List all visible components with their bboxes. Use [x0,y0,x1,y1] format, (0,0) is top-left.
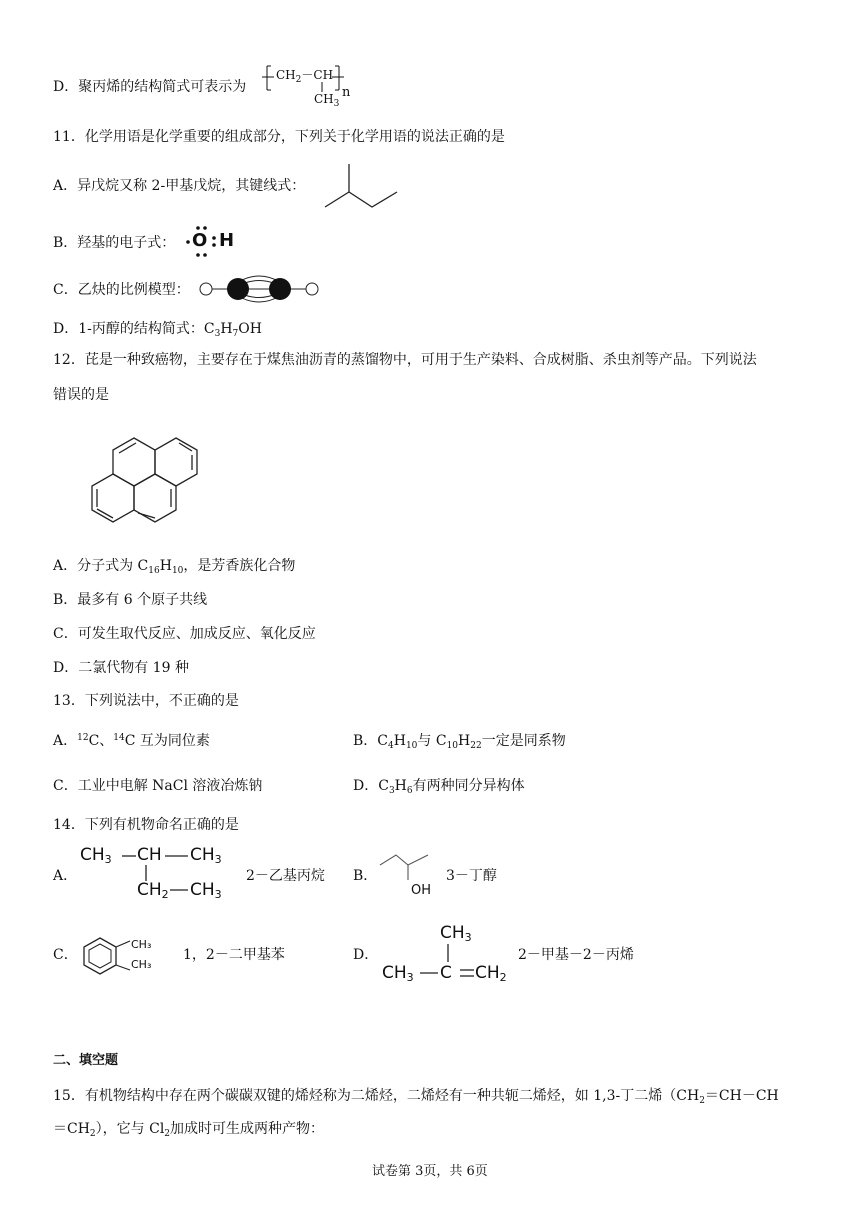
q14-c-ch3-bottom: CH₃ [131,958,152,971]
polypropylene-formula: $CH_2-CH$ $CH_3$ n [262,60,362,112]
q14-option-c-label: C． [53,947,78,963]
q14-option-d-structure: $CH_3$ $CH_3$ C $CH_2$ [382,922,512,986]
q14-b-oh: OH [411,883,432,898]
q11-option-d: D．1-丙醇的结构简式：$C_3H_7OH$ [53,321,262,339]
q13-option-a: A．$^{12}$C、$^{14}$C 互为同位素 [53,733,210,749]
q14-option-d-label: D． [353,947,379,963]
q11-option-b: B．羟基的电子式： [53,235,176,251]
q12-option-a: A．分子式为 $C_{16}H_{10}$，是芳香族化合物 [53,558,296,576]
q13-option-c: C．工业中电解 NaCl 溶液冶炼钠 [53,778,263,794]
q10-option-d: D．聚丙烯的结构简式可表示为 [53,79,247,95]
q14-option-a-structure: $CH_3$ CH $CH_3$ $CH_2$ $CH_3$ [80,843,240,903]
q13-option-d: D．$C_3H_6$有两种同分异构体 [353,778,525,796]
q14-option-b-label: B． [353,868,378,884]
q14-c-ch3-top: CH₃ [131,938,152,951]
q11-stem: 11．化学用语是化学重要的组成部分，下列关于化学用语的说法正确的是 [53,129,505,145]
q13-stem: 13．下列说法中，不正确的是 [53,693,239,709]
q14-option-b-name: 3－丁醇 [446,868,497,884]
q11-option-c: C．乙炔的比例模型： [53,282,190,298]
q14-stem: 14．下列有机物命名正确的是 [53,817,239,833]
hydroxyl-electron-formula: O H [185,224,245,260]
q13-option-b: B．$C_4H_{10}$与 $C_{10}H_{22}$一定是同系物 [353,733,566,751]
q12-option-c: C．可发生取代反应、加成反应、氧化反应 [53,626,316,642]
acetylene-scale-model [198,274,322,304]
q14-c-benzene-ring [80,934,130,974]
q14-option-a-label: A． [53,868,78,884]
q14-option-d-name: 2－甲基－2－丙烯 [518,947,634,963]
q12-stem-line2: 错误的是 [53,387,109,403]
q12-option-b: B．最多有 6 个原子共线 [53,592,208,608]
q14-option-c-name: 1，2－二甲基苯 [183,947,285,963]
q11-option-a: A．异戊烷又称 2-甲基戊烷，其键线式： [53,178,306,194]
q12-stem-line1: 12．芘是一种致癌物，主要存在于煤焦油沥青的蒸馏物中，可用于生产染料、合成树脂、杀虫剂等产品。下列说法 [53,352,757,368]
page-footer: 试卷第 3页，共 6页 [372,1164,488,1179]
q14-option-a-name: 2－乙基丙烷 [246,868,325,884]
section-fill-in-title: 二、填空题 [53,1053,119,1068]
q15-line2: $=CH_2$），它与 $Cl_2$加成时可生成两种产物： [53,1121,325,1139]
isopentane-skeletal-formula [322,162,402,212]
q12-option-d: D．二氯代物有 19 种 [53,660,189,676]
q15-line1: 15．有机物结构中存在两个碳碳双键的烯烃称为二烯烃，二烯烃有一种共轭二烯烃，如 1,3-丁二烯（$CH_2=CH-CH$ [53,1088,779,1106]
pyrene-structure [50,415,210,545]
